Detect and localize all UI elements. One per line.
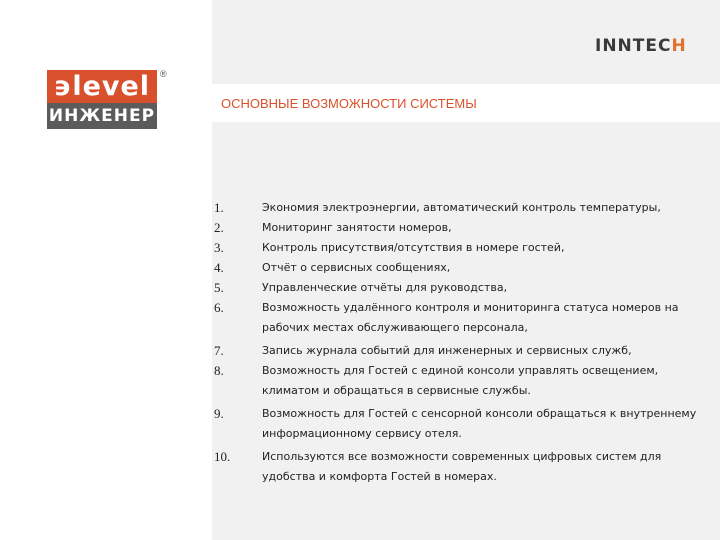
feature-text: Возможность удалённого контроля и мониторинга статуса номеров на рабочих местах обслуживающего персонала,: [262, 301, 679, 334]
feature-item: [214, 404, 704, 444]
feature-number: 8.: [214, 363, 224, 378]
feature-text: Запись журнала событий для инженерных и сервисных служб,: [262, 344, 632, 357]
page-title: ОСНОВНЫЕ ВОЗМОЖНОСТИ СИСТЕМЫ: [221, 96, 477, 111]
feature-number: 5.: [214, 280, 224, 295]
feature-number: 10.: [214, 449, 231, 464]
feature-number: 9.: [214, 406, 224, 421]
registered-mark: ®: [160, 69, 167, 79]
inntech-logo-main: INNTEC: [595, 36, 672, 56]
elevel-logo-top: ϶level: [47, 70, 157, 103]
feature-item: [214, 447, 704, 487]
feature-number: 4.: [214, 260, 224, 275]
feature-item: [214, 198, 704, 218]
feature-item: [214, 298, 704, 338]
feature-text: Контроль присутствия/отсутствия в номере гостей,: [262, 241, 565, 254]
elevel-logo-bottom: ИНЖЕНЕР: [47, 103, 157, 129]
feature-number: 2.: [214, 220, 224, 235]
feature-text: Возможность для Гостей с сенсорной консоли обращаться к внутреннему информационному сервису отеля.: [262, 407, 697, 440]
feature-text: Используются все возможности современных цифровых систем для удобства и комфорта Гостей в номерах.: [262, 450, 662, 483]
feature-number: 1.: [214, 200, 224, 215]
elevel-logo: [47, 70, 157, 129]
feature-item: [214, 238, 704, 258]
inntech-logo: [595, 36, 687, 56]
feature-text: Отчёт о сервисных сообщениях,: [262, 261, 451, 274]
feature-number: 7.: [214, 343, 224, 358]
feature-text: Возможность для Гостей с единой консоли управлять освещением, климатом и обращаться в сервисные службы.: [262, 364, 659, 397]
feature-item: [214, 341, 704, 361]
feature-item: [214, 258, 704, 278]
feature-list: [214, 198, 704, 487]
feature-item: [214, 218, 704, 238]
inntech-logo-accent: H: [671, 36, 687, 56]
feature-text: Мониторинг занятости номеров,: [262, 221, 452, 234]
feature-text: Управленческие отчёты для руководства,: [262, 281, 508, 294]
feature-item: [214, 278, 704, 298]
feature-number: 3.: [214, 240, 224, 255]
feature-item: [214, 361, 704, 401]
feature-number: 6.: [214, 300, 224, 315]
feature-text: Экономия электроэнергии, автоматический контроль температуры,: [262, 201, 661, 214]
